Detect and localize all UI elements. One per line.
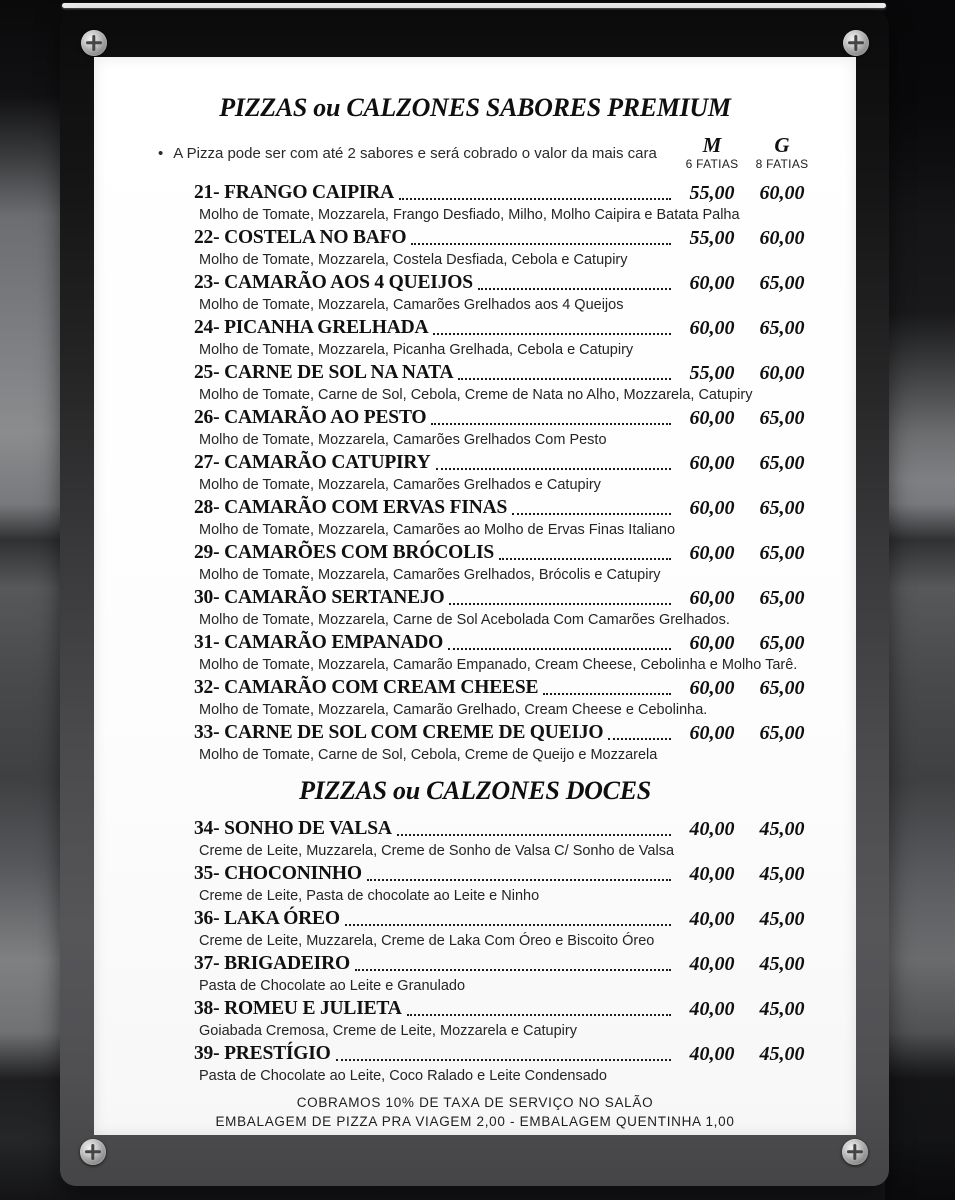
item-description: Molho de Tomate, Carne de Sol, Cebola, Creme de Queijo e Mozzarela (199, 747, 658, 763)
item-line (194, 180, 817, 206)
item-description: Pasta de Chocolate ao Leite e Granulado (199, 978, 466, 994)
item-line (194, 315, 817, 341)
menu-item (94, 996, 856, 1040)
price-g: 65,00 (759, 452, 805, 474)
item-line (194, 1041, 817, 1067)
menu-item (94, 360, 856, 404)
item-description: Molho de Tomate, Mozzarela, Camarão Empanado, Cream Cheese, Cebolinha e Molho Tarê. (199, 657, 798, 673)
item-name: 32- CAMARÃO COM CREAM CHEESE (194, 677, 539, 698)
item-description: Molho de Tomate, Mozzarela, Costela Desfiada, Cebola e Catupiry (199, 252, 628, 268)
price-g: 60,00 (759, 227, 805, 249)
item-description: Molho de Tomate, Mozzarela, Picanha Grelhada, Cebola e Catupiry (199, 342, 634, 358)
item-line (194, 816, 817, 842)
size-column (677, 133, 747, 172)
price-m: 60,00 (689, 722, 735, 744)
menu-item (94, 450, 856, 494)
item-line (194, 951, 817, 977)
item-description: Molho de Tomate, Mozzarela, Camarão Grelhado, Cream Cheese e Cebolinha. (199, 702, 708, 718)
dot-leader (436, 468, 671, 470)
price-m: 40,00 (689, 863, 735, 885)
price-m: 60,00 (689, 497, 735, 519)
menu-item (94, 225, 856, 269)
menu-item (94, 495, 856, 539)
item-name: 24- PICANHA GRELHADA (194, 317, 429, 338)
menu-item (94, 1041, 856, 1085)
dot-leader (543, 693, 671, 695)
dot-leader (499, 558, 671, 560)
item-name: 35- CHOCONINHO (194, 863, 362, 884)
item-line (194, 720, 817, 746)
price-m: 60,00 (689, 632, 735, 654)
item-name: 33- CARNE DE SOL COM CREME DE QUEIJO (194, 722, 604, 743)
size-slices-label: 8 FATIAS (755, 157, 809, 171)
item-name: 29- CAMARÕES COM BRÓCOLIS (194, 542, 494, 563)
menu-item (94, 906, 856, 950)
price-m: 60,00 (689, 317, 735, 339)
section-note (158, 133, 677, 163)
size-slices-label: 6 FATIAS (685, 157, 739, 171)
item-line (194, 450, 817, 476)
price-m: 55,00 (689, 227, 735, 249)
item-line (194, 675, 817, 701)
menu-content (94, 93, 856, 1085)
menu-item (94, 405, 856, 449)
item-description: Molho de Tomate, Mozzarela, Frango Desfiado, Milho, Molho Caipira e Batata Palha (199, 207, 740, 223)
menu-item (94, 951, 856, 995)
item-name: 31- CAMARÃO EMPANADO (194, 632, 444, 653)
item-name: 30- CAMARÃO SERTANEJO (194, 587, 445, 608)
price-m: 60,00 (689, 542, 735, 564)
price-m: 55,00 (689, 182, 735, 204)
price-g: 45,00 (759, 998, 805, 1020)
dot-leader (397, 834, 671, 836)
screw-icon (80, 1139, 106, 1165)
price-m: 40,00 (689, 1043, 735, 1065)
screw-icon (843, 30, 869, 56)
price-m: 40,00 (689, 908, 735, 930)
menu-item (94, 585, 856, 629)
item-description: Molho de Tomate, Mozzarela, Camarões Grelhados e Catupiry (199, 477, 601, 493)
item-description: Molho de Tomate, Mozzarela, Camarões Grelhados Com Pesto (199, 432, 607, 448)
price-g: 45,00 (759, 818, 805, 840)
item-description: Molho de Tomate, Mozzarela, Carne de Sol Acebolada Com Camarões Grelhados. (199, 612, 730, 628)
menu-footer (94, 1093, 856, 1131)
price-m: 60,00 (689, 272, 735, 294)
dot-leader (399, 198, 671, 200)
item-description: Molho de Tomate, Carne de Sol, Cebola, Creme de Nata no Alho, Mozzarela, Catupiry (199, 387, 753, 403)
dot-leader (431, 423, 671, 425)
item-line (194, 495, 817, 521)
section-title: PIZZAS ou CALZONES DOCES (299, 776, 651, 805)
screw-icon (842, 1139, 868, 1165)
price-g: 65,00 (759, 632, 805, 654)
item-name: 37- BRIGADEIRO (194, 953, 350, 974)
item-name: 36- LAKA ÓREO (194, 908, 340, 929)
price-g: 65,00 (759, 272, 805, 294)
dot-leader (448, 648, 671, 650)
dot-leader (411, 243, 671, 245)
menu-board (60, 10, 889, 1186)
item-description: Molho de Tomate, Mozzarela, Camarões Grelhados, Brócolis e Catupiry (199, 567, 661, 583)
item-name: 26- CAMARÃO AO PESTO (194, 407, 427, 428)
item-description: Creme de Leite, Pasta de chocolate ao Leite e Ninho (199, 888, 540, 904)
price-m: 55,00 (689, 362, 735, 384)
price-g: 65,00 (759, 542, 805, 564)
size-letter: G (774, 133, 790, 157)
menu-item (94, 816, 856, 860)
item-name: 22- COSTELA NO BAFO (194, 227, 407, 248)
size-columns (677, 133, 817, 172)
menu-paper (94, 57, 856, 1135)
item-line (194, 996, 817, 1022)
footer-line-service-charge: COBRAMOS 10% DE TAXA DE SERVIÇO NO SALÃO (296, 1095, 654, 1110)
item-line (194, 861, 817, 887)
dot-leader (512, 513, 671, 515)
price-g: 65,00 (759, 722, 805, 744)
item-name: 27- CAMARÃO CATUPIRY (194, 452, 431, 473)
dot-leader (407, 1014, 671, 1016)
menu-item (94, 720, 856, 764)
item-description: Creme de Leite, Muzzarela, Creme de Sonho de Valsa C/ Sonho de Valsa (199, 843, 675, 859)
price-m: 60,00 (689, 677, 735, 699)
price-g: 65,00 (759, 497, 805, 519)
item-description: Goiabada Cremosa, Creme de Leite, Mozzarela e Catupiry (199, 1023, 577, 1039)
menu-item (94, 315, 856, 359)
item-line (194, 585, 817, 611)
menu-item (94, 675, 856, 719)
size-column (747, 133, 817, 172)
price-m: 40,00 (689, 998, 735, 1020)
item-description: Molho de Tomate, Mozzarela, Camarões ao Molho de Ervas Finas Italiano (199, 522, 676, 538)
price-g: 60,00 (759, 182, 805, 204)
price-g: 45,00 (759, 953, 805, 975)
dot-leader (458, 378, 671, 380)
item-line (194, 405, 817, 431)
price-m: 40,00 (689, 818, 735, 840)
board-top-highlight (62, 3, 886, 8)
item-description: Pasta de Chocolate ao Leite, Coco Ralado e Leite Condensado (199, 1068, 607, 1084)
item-line (194, 540, 817, 566)
item-name: 34- SONHO DE VALSA (194, 818, 392, 839)
menu-item (94, 540, 856, 584)
menu-item (94, 861, 856, 905)
screw-icon (81, 30, 107, 56)
price-g: 45,00 (759, 1043, 805, 1065)
price-m: 60,00 (689, 407, 735, 429)
item-line (194, 360, 817, 386)
dot-leader (433, 333, 671, 335)
item-line (194, 630, 817, 656)
price-g: 65,00 (759, 317, 805, 339)
dot-leader (336, 1059, 671, 1061)
section-title: PIZZAS ou CALZONES SABORES PREMIUM (219, 93, 731, 122)
item-line (194, 270, 817, 296)
price-m: 60,00 (689, 587, 735, 609)
menu-item (94, 630, 856, 674)
item-name: 25- CARNE DE SOL NA NATA (194, 362, 454, 383)
price-m: 40,00 (689, 953, 735, 975)
item-description: Molho de Tomate, Mozzarela, Camarões Grelhados aos 4 Queijos (199, 297, 624, 313)
item-description: Creme de Leite, Muzzarela, Creme de Laka Com Óreo e Biscoito Óreo (199, 933, 655, 949)
item-line (194, 225, 817, 251)
item-name: 39- PRESTÍGIO (194, 1043, 331, 1064)
item-name: 21- FRANGO CAIPIRA (194, 182, 395, 203)
price-m: 60,00 (689, 452, 735, 474)
menu-section (94, 776, 856, 1085)
dot-leader (355, 969, 671, 971)
size-letter: M (702, 133, 722, 157)
item-name: 28- CAMARÃO COM ERVAS FINAS (194, 497, 508, 518)
dot-leader (608, 738, 671, 740)
footer-line-packaging: EMBALAGEM DE PIZZA PRA VIAGEM 2,00 - EMBALAGEM QUENTINHA 1,00 (215, 1114, 735, 1129)
menu-item (94, 270, 856, 314)
menu-item (94, 180, 856, 224)
price-g: 45,00 (759, 908, 805, 930)
price-g: 65,00 (759, 587, 805, 609)
item-name: 38- ROMEU E JULIETA (194, 998, 402, 1019)
dot-leader (478, 288, 671, 290)
price-g: 45,00 (759, 863, 805, 885)
dot-leader (367, 879, 671, 881)
bullet-icon: • (158, 145, 164, 162)
dot-leader (449, 603, 671, 605)
item-name: 23- CAMARÃO AOS 4 QUEIJOS (194, 272, 473, 293)
price-g: 65,00 (759, 677, 805, 699)
price-g: 65,00 (759, 407, 805, 429)
menu-section (94, 93, 856, 764)
note-row (94, 133, 856, 172)
dot-leader (345, 924, 671, 926)
item-line (194, 906, 817, 932)
note-text: A Pizza pode ser com até 2 sabores e será cobrado o valor da mais cara (173, 145, 657, 162)
price-g: 60,00 (759, 362, 805, 384)
